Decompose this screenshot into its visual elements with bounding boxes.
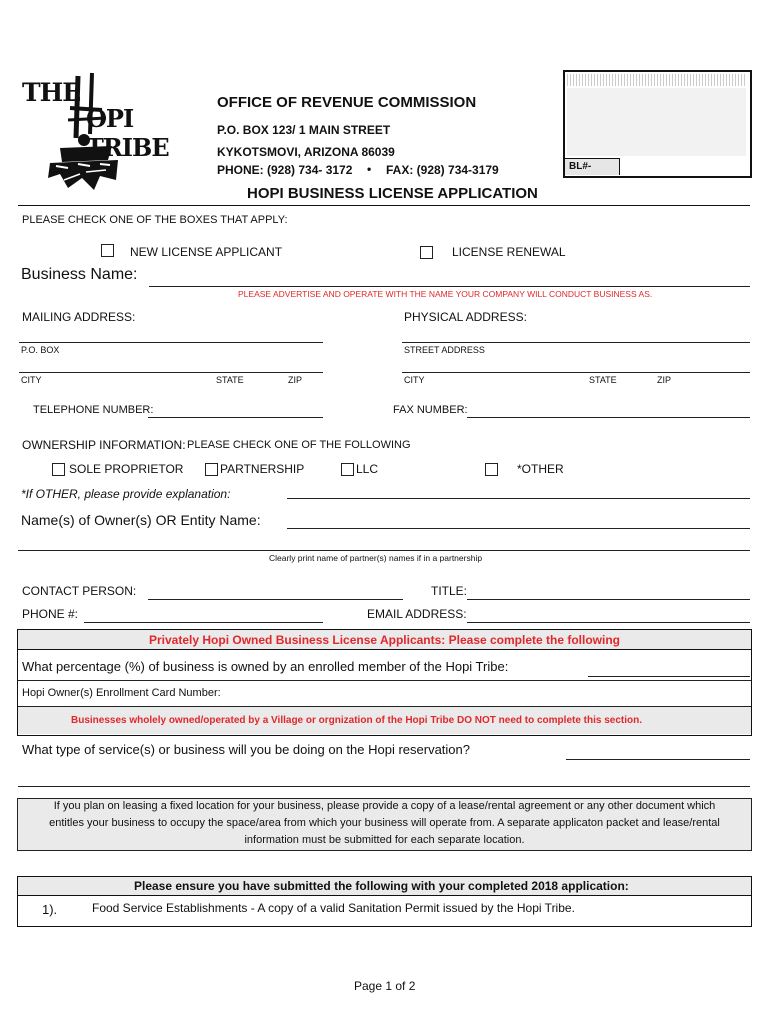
- mailing-zip-label: ZIP: [288, 375, 303, 385]
- requirements-heading: Please ensure you have submitted the following with your completed 2018 application:: [134, 879, 629, 893]
- fax-field[interactable]: [467, 417, 750, 418]
- office-address-line2: KYKOTSMOVI, ARIZONA 86039: [217, 145, 395, 159]
- office-phone: PHONE: (928) 734- 3172: [217, 163, 353, 177]
- lease-note-line1: If you plan on leasing a fixed location for your business, please provide a copy of a lease/rental agreement or any other document which: [53, 800, 716, 812]
- title-divider: [18, 205, 750, 206]
- title-label: TITLE:: [431, 584, 468, 598]
- mailing-state-label: STATE: [216, 375, 244, 385]
- new-license-checkbox[interactable]: [101, 244, 114, 257]
- office-use-shaded: [567, 88, 746, 156]
- lease-note-line2: entitles your business to occupy the space/area from which your business will operate from. A separate applicaton packet and lease/rental: [49, 817, 720, 829]
- physical-zip-label: ZIP: [657, 375, 672, 385]
- llc-label: LLC: [356, 462, 379, 476]
- license-renewal-checkbox[interactable]: [420, 246, 433, 259]
- village-note: Businesses wholely owned/operated by a Village or orgnization of the Hopi Tribe DO NOT need to complete this section.: [71, 715, 643, 726]
- physical-city-field[interactable]: [402, 372, 750, 373]
- hopi-section-heading: Privately Hopi Owned Business License Applicants: Please complete the following: [149, 633, 621, 647]
- contact-person-label: CONTACT PERSON:: [22, 584, 137, 598]
- owners-name-field[interactable]: [287, 528, 750, 529]
- partnership-checkbox[interactable]: [205, 463, 218, 476]
- title-field[interactable]: [467, 599, 750, 600]
- form-title: HOPI BUSINESS LICENSE APPLICATION: [247, 185, 538, 202]
- mailing-city-label: CITY: [21, 375, 42, 385]
- street-address-field[interactable]: [402, 342, 750, 343]
- telephone-field[interactable]: [148, 417, 323, 418]
- phone-field[interactable]: [84, 622, 323, 623]
- page-number: Page 1 of 2: [354, 979, 416, 993]
- other-explanation-label: *If OTHER, please provide explanation:: [21, 487, 231, 501]
- hopi-tribe-logo: [20, 68, 210, 198]
- office-use-hatch: [567, 74, 746, 86]
- bullet-separator: •: [367, 162, 372, 176]
- llc-checkbox[interactable]: [341, 463, 354, 476]
- email-field[interactable]: [467, 622, 750, 623]
- owners-name-field-2[interactable]: [18, 550, 750, 551]
- business-name-field[interactable]: [149, 286, 750, 287]
- license-renewal-label: LICENSE RENEWAL: [452, 245, 566, 259]
- logo-text-the: THE: [22, 78, 81, 107]
- business-name-note: PLEASE ADVERTISE AND OPERATE WITH THE NAME YOUR COMPANY WILL CONDUCT BUSINESS AS.: [238, 289, 653, 299]
- mailing-address-label: MAILING ADDRESS:: [22, 310, 136, 324]
- physical-address-label: PHYSICAL ADDRESS:: [404, 310, 527, 324]
- requirement-number: 1).: [42, 902, 58, 917]
- partnership-label: PARTNERSHIP: [220, 462, 305, 476]
- po-box-label: P.O. BOX: [21, 345, 60, 355]
- telephone-label: TELEPHONE NUMBER:: [33, 404, 154, 416]
- lease-note-line3: information must be submitted for each separate location.: [244, 834, 525, 846]
- physical-city-label: CITY: [404, 375, 425, 385]
- other-label: *OTHER: [517, 462, 564, 476]
- sole-proprietor-label: SOLE PROPRIETOR: [69, 462, 184, 476]
- mailing-city-field[interactable]: [19, 372, 323, 373]
- email-label: EMAIL ADDRESS:: [367, 607, 467, 621]
- sole-proprietor-checkbox[interactable]: [52, 463, 65, 476]
- po-box-field[interactable]: [19, 342, 323, 343]
- fax-label: FAX NUMBER:: [393, 404, 468, 416]
- logo-text-opi-tribe: OPI TRIBE: [86, 104, 169, 162]
- check-prompt: PLEASE CHECK ONE OF THE BOXES THAT APPLY:: [22, 214, 288, 226]
- office-title: OFFICE OF REVENUE COMMISSION: [217, 94, 477, 111]
- business-name-label: Business Name:: [21, 266, 138, 283]
- services-question: What type of service(s) or business will you be doing on the Hopi reservation?: [22, 742, 470, 757]
- hopi-divider-1: [18, 680, 751, 681]
- owners-name-note: Clearly print name of partner(s) names if in a partnership: [269, 553, 483, 563]
- new-license-label: NEW LICENSE APPLICANT: [130, 245, 283, 259]
- office-address-line1: P.O. BOX 123/ 1 MAIN STREET: [217, 123, 391, 137]
- phone-label: PHONE #:: [22, 607, 79, 621]
- office-fax: FAX: (928) 734-3179: [386, 163, 499, 177]
- bl-number-label: BL#-: [569, 161, 592, 172]
- services-field[interactable]: [566, 759, 750, 760]
- ownership-instruction: PLEASE CHECK ONE OF THE FOLLOWING: [187, 439, 411, 451]
- physical-state-label: STATE: [589, 375, 617, 385]
- contact-person-field[interactable]: [148, 599, 403, 600]
- other-explanation-field[interactable]: [287, 498, 750, 499]
- ownership-percentage-label: What percentage (%) of business is owned by an enrolled member of the Hopi Tribe:: [22, 659, 509, 674]
- other-checkbox[interactable]: [485, 463, 498, 476]
- ownership-percentage-field[interactable]: [588, 676, 750, 677]
- ownership-label: OWNERSHIP INFORMATION:: [22, 438, 186, 452]
- street-address-label: STREET ADDRESS: [404, 345, 485, 355]
- services-field-2[interactable]: [18, 786, 750, 787]
- enrollment-card-label: Hopi Owner(s) Enrollment Card Number:: [22, 687, 221, 699]
- owners-name-label: Name(s) of Owner(s) OR Entity Name:: [21, 512, 261, 528]
- requirement-text: Food Service Establishments - A copy of a valid Sanitation Permit issued by the Hopi Tribe.: [92, 901, 575, 915]
